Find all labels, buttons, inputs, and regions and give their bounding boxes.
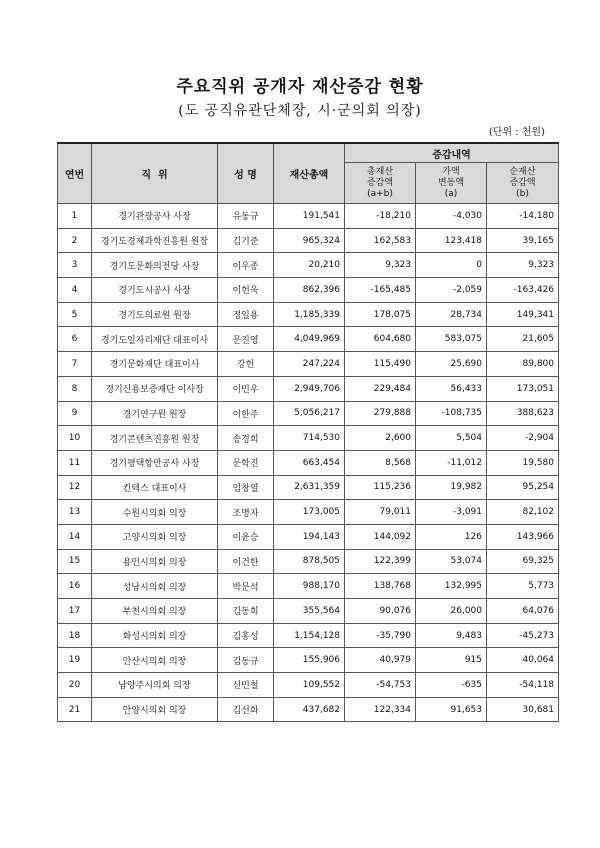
cell-price-change: 25,690: [416, 352, 487, 377]
cell-position: 경기도시공사 사장: [92, 278, 218, 303]
cell-price-change: -635: [416, 673, 487, 698]
cell-name: 김동희: [218, 599, 274, 624]
cell-total-change: 8,568: [345, 450, 416, 475]
cell-position: 경기신용보증재단 이사장: [92, 376, 218, 401]
cell-position: 경기관광공사 사장: [92, 204, 218, 229]
cell-no: 5: [58, 302, 92, 327]
asset-change-table: [57, 142, 559, 722]
document-title: 주요직위 공개자 재산증감 현황: [176, 77, 424, 97]
cell-name: 이헌욱: [218, 278, 274, 303]
header-total-change: 총재산 증감액 (a+b): [345, 163, 416, 204]
cell-total-change: 144,092: [345, 524, 416, 549]
table-row: [58, 524, 559, 549]
cell-position: 용인시의회 의장: [92, 549, 218, 574]
cell-total-change: 115,490: [345, 352, 416, 377]
table-row: [58, 204, 559, 229]
cell-name: 문진영: [218, 327, 274, 352]
cell-no: 11: [58, 450, 92, 475]
cell-name: 박문석: [218, 574, 274, 599]
cell-net-change: 64,076: [487, 599, 559, 624]
table-row: [58, 599, 559, 624]
cell-net-change: 149,341: [487, 302, 559, 327]
cell-total-change: 115,236: [345, 475, 416, 500]
cell-total-change: 9,323: [345, 253, 416, 278]
cell-position: 경기콘텐츠진흥원 원장: [92, 426, 218, 451]
table-row: [58, 500, 559, 525]
cell-total: 714,530: [274, 426, 345, 451]
cell-total-change: 178,075: [345, 302, 416, 327]
cell-name: 김기준: [218, 228, 274, 253]
cell-position: 안산시의회 의장: [92, 648, 218, 673]
cell-position: 안양시의회 의장: [92, 697, 218, 722]
cell-name: 김동규: [218, 648, 274, 673]
cell-name: 김선화: [218, 697, 274, 722]
cell-total: 878,505: [274, 549, 345, 574]
table-row: [58, 697, 559, 722]
cell-no: 15: [58, 549, 92, 574]
cell-total-change: 162,583: [345, 228, 416, 253]
cell-price-change: 583,075: [416, 327, 487, 352]
cell-name: 유동규: [218, 204, 274, 229]
cell-net-change: 19,580: [487, 450, 559, 475]
cell-net-change: 95,254: [487, 475, 559, 500]
cell-no: 10: [58, 426, 92, 451]
table-row: [58, 426, 559, 451]
cell-price-change: 56,433: [416, 376, 487, 401]
cell-no: 4: [58, 278, 92, 303]
cell-total: 1,185,339: [274, 302, 345, 327]
cell-total-change: 79,011: [345, 500, 416, 525]
cell-total: 109,552: [274, 673, 345, 698]
cell-total-change: -54,753: [345, 673, 416, 698]
cell-no: 13: [58, 500, 92, 525]
cell-total-change: 604,680: [345, 327, 416, 352]
cell-no: 8: [58, 376, 92, 401]
cell-price-change: 915: [416, 648, 487, 673]
cell-total: 663,454: [274, 450, 345, 475]
cell-position: 화성시의회 의장: [92, 623, 218, 648]
cell-total: 988,170: [274, 574, 345, 599]
cell-total-change: 279,888: [345, 401, 416, 426]
cell-price-change: 5,504: [416, 426, 487, 451]
cell-name: 문학진: [218, 450, 274, 475]
cell-no: 7: [58, 352, 92, 377]
cell-name: 이건한: [218, 549, 274, 574]
cell-net-change: 39,165: [487, 228, 559, 253]
cell-net-change: 173,051: [487, 376, 559, 401]
cell-net-change: 30,681: [487, 697, 559, 722]
cell-net-change: 89,800: [487, 352, 559, 377]
cell-total-change: 40,979: [345, 648, 416, 673]
cell-total: 1,154,128: [274, 623, 345, 648]
cell-name: 강헌: [218, 352, 274, 377]
cell-total-change: 2,600: [345, 426, 416, 451]
table-row: [58, 648, 559, 673]
table-row: [58, 549, 559, 574]
document-subtitle: (도 공직유관단체장, 시·군의회 의장): [178, 103, 422, 119]
header-total: 재산총액: [274, 143, 345, 204]
cell-net-change: 69,325: [487, 549, 559, 574]
cell-total: 355,564: [274, 599, 345, 624]
cell-name: 정일용: [218, 302, 274, 327]
cell-name: 조명자: [218, 500, 274, 525]
cell-net-change: 82,102: [487, 500, 559, 525]
cell-name: 이한주: [218, 401, 274, 426]
cell-price-change: 123,418: [416, 228, 487, 253]
cell-net-change: -2,904: [487, 426, 559, 451]
header-name: 성 명: [218, 143, 274, 204]
header-change-group: 증감내역: [345, 143, 559, 163]
cell-price-change: -11,012: [416, 450, 487, 475]
cell-total-change: 122,334: [345, 697, 416, 722]
cell-total: 191,541: [274, 204, 345, 229]
cell-no: 20: [58, 673, 92, 698]
cell-price-change: -4,030: [416, 204, 487, 229]
table-row: [58, 401, 559, 426]
cell-no: 21: [58, 697, 92, 722]
cell-name: 임창열: [218, 475, 274, 500]
table-row: [58, 352, 559, 377]
table-row: [58, 278, 559, 303]
table-row: [58, 228, 559, 253]
cell-name: 이민우: [218, 376, 274, 401]
cell-total: 5,056,217: [274, 401, 345, 426]
cell-total-change: -18,210: [345, 204, 416, 229]
cell-total: 247,224: [274, 352, 345, 377]
cell-net-change: 388,623: [487, 401, 559, 426]
cell-net-change: -163,426: [487, 278, 559, 303]
header-net-change: 순재산 증감액 (b): [487, 163, 559, 204]
table-row: [58, 253, 559, 278]
cell-total: 4,049,969: [274, 327, 345, 352]
cell-no: 19: [58, 648, 92, 673]
cell-name: 신민철: [218, 673, 274, 698]
cell-net-change: 40,064: [487, 648, 559, 673]
cell-total-change: -165,485: [345, 278, 416, 303]
table-row: [58, 475, 559, 500]
cell-no: 14: [58, 524, 92, 549]
cell-total: 173,005: [274, 500, 345, 525]
cell-name: 이윤승: [218, 524, 274, 549]
cell-net-change: -45,273: [487, 623, 559, 648]
cell-total: 437,682: [274, 697, 345, 722]
cell-position: 경기도경제과학진흥원 원장: [92, 228, 218, 253]
cell-net-change: 5,773: [487, 574, 559, 599]
cell-position: 경기도문화의전당 사장: [92, 253, 218, 278]
cell-position: 남양주시의회 의장: [92, 673, 218, 698]
table-row: [58, 574, 559, 599]
cell-total: 2,949,706: [274, 376, 345, 401]
cell-position: 경기문화재단 대표이사: [92, 352, 218, 377]
cell-position: 고양시의회 의장: [92, 524, 218, 549]
cell-no: 2: [58, 228, 92, 253]
cell-position: 경기평택항만공사 사장: [92, 450, 218, 475]
cell-no: 9: [58, 401, 92, 426]
cell-total-change: 90,076: [345, 599, 416, 624]
table-row: [58, 302, 559, 327]
cell-position: 수원시의회 의장: [92, 500, 218, 525]
cell-total: 2,631,359: [274, 475, 345, 500]
cell-total: 194,143: [274, 524, 345, 549]
cell-position: 성남시의회 의장: [92, 574, 218, 599]
cell-no: 12: [58, 475, 92, 500]
cell-price-change: -3,091: [416, 500, 487, 525]
cell-no: 18: [58, 623, 92, 648]
cell-total: 20,210: [274, 253, 345, 278]
table-row: [58, 450, 559, 475]
cell-price-change: 19,982: [416, 475, 487, 500]
cell-position: 경기도의료원 원장: [92, 302, 218, 327]
cell-net-change: 143,966: [487, 524, 559, 549]
cell-no: 6: [58, 327, 92, 352]
cell-name: 이우종: [218, 253, 274, 278]
cell-total-change: 122,399: [345, 549, 416, 574]
cell-position: 부천시의회 의장: [92, 599, 218, 624]
cell-price-change: 126: [416, 524, 487, 549]
cell-net-change: -54,118: [487, 673, 559, 698]
cell-price-change: 53,074: [416, 549, 487, 574]
cell-no: 1: [58, 204, 92, 229]
header-price-change: 가액 변동액 (a): [416, 163, 487, 204]
cell-position: 경기연구원 원장: [92, 401, 218, 426]
table-body: [58, 204, 559, 722]
header-no: 연번: [58, 143, 92, 204]
cell-net-change: 21,605: [487, 327, 559, 352]
cell-total-change: 229,484: [345, 376, 416, 401]
cell-total-change: 138,768: [345, 574, 416, 599]
cell-price-change: 28,734: [416, 302, 487, 327]
cell-name: 김홍성: [218, 623, 274, 648]
table-row: [58, 623, 559, 648]
unit-label: (단위 : 천원): [488, 127, 545, 138]
cell-name: 송경희: [218, 426, 274, 451]
table-row: [58, 376, 559, 401]
cell-total: 965,324: [274, 228, 345, 253]
cell-price-change: 91,653: [416, 697, 487, 722]
cell-total: 862,396: [274, 278, 345, 303]
cell-price-change: 26,000: [416, 599, 487, 624]
cell-net-change: -14,180: [487, 204, 559, 229]
cell-price-change: 0: [416, 253, 487, 278]
cell-net-change: 9,323: [487, 253, 559, 278]
cell-price-change: -2,059: [416, 278, 487, 303]
cell-total-change: -35,790: [345, 623, 416, 648]
cell-no: 3: [58, 253, 92, 278]
cell-price-change: -108,735: [416, 401, 487, 426]
table-row: [58, 673, 559, 698]
table-row: [58, 327, 559, 352]
header-position: 직 위: [92, 143, 218, 204]
cell-price-change: 9,483: [416, 623, 487, 648]
cell-position: 킨텍스 대표이사: [92, 475, 218, 500]
cell-total: 155,906: [274, 648, 345, 673]
cell-position: 경기도일자리재단 대표이사: [92, 327, 218, 352]
cell-no: 17: [58, 599, 92, 624]
cell-price-change: 132,995: [416, 574, 487, 599]
cell-no: 16: [58, 574, 92, 599]
